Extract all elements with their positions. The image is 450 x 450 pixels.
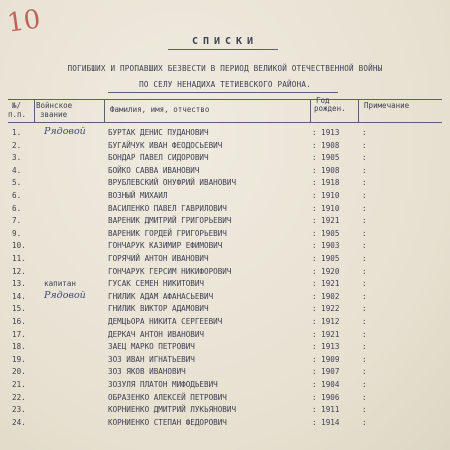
row-name: ОБРАЗЕНКО АЛЕКСЕЙ ПЕТРОВИЧ: [108, 392, 227, 402]
list-item: [0, 229, 450, 241]
row-birth-year: : 1914: [312, 417, 340, 427]
list-item: [0, 241, 450, 253]
column-divider-3: [310, 99, 311, 122]
row-note: :: [362, 165, 367, 175]
row-note: :: [362, 417, 367, 427]
handwritten-number: 10: [5, 4, 43, 39]
row-number: 9.: [12, 228, 22, 238]
row-birth-year: : 1913: [312, 342, 340, 352]
row-number: 11.: [12, 254, 26, 263]
row-number: 19.: [12, 354, 26, 364]
row-note: :: [362, 254, 367, 263]
column-divider-2: [104, 99, 105, 122]
row-name: ГУСАК СЕМЕН НИКИТОВИЧ: [108, 279, 205, 289]
row-number: 15.: [12, 304, 26, 314]
row-birth-year: : 1912: [312, 317, 340, 326]
row-birth-year: : 1905: [312, 228, 340, 238]
list-item: [0, 267, 450, 279]
row-number: 6.: [12, 191, 22, 200]
row-number: 4.: [12, 165, 22, 175]
row-name: ВРУБЛЕВСКИЙ ОНУФРИЙ ИВАНОВИЧ: [108, 178, 237, 188]
row-note: :: [362, 342, 367, 352]
row-birth-year: : 1918: [312, 178, 340, 188]
row-birth-year: : 1910: [312, 191, 340, 200]
row-birth-year: : 1907: [312, 367, 340, 377]
row-rank: капитан: [44, 279, 77, 289]
row-name: ЗАЕЦ МАРКО ПЕТРОВИЧ: [108, 342, 195, 352]
row-name: ЗОЗ ЯКОВ ИВАНОВИЧ: [108, 367, 186, 377]
row-birth-year: : 1911: [312, 405, 340, 415]
row-name: БУГАЙЧУК ИВАН ФЕОДОСЬЕВИЧ: [108, 140, 223, 150]
list-item: [0, 141, 450, 153]
list-item: [0, 254, 450, 266]
row-name: ВАСИЛЕНКО ПАВЕЛ ГАВРИЛОВИЧ: [108, 203, 227, 213]
row-note: :: [362, 153, 367, 163]
row-birth-year: : 1905: [312, 254, 340, 263]
list-item: [0, 418, 450, 430]
row-name: БОЙКО САВВА ИВАНОВИЧ: [108, 165, 200, 175]
row-birth-year: : 1906: [312, 392, 340, 402]
header-rank-2: звание: [40, 110, 68, 119]
list-item: [0, 330, 450, 342]
row-birth-year: : 1902: [312, 291, 340, 301]
row-note: :: [362, 228, 367, 238]
row-birth-year: : 1903: [312, 241, 340, 251]
row-name: КОРНИЕНКО СТЕПАН ФЕДОРОВИЧ: [108, 417, 227, 427]
row-note: :: [362, 241, 367, 251]
row-note: :: [362, 405, 367, 415]
header-num: №/: [12, 101, 22, 110]
list-item: [0, 342, 450, 354]
row-number: 14.: [12, 291, 26, 301]
row-number: 20.: [12, 367, 26, 377]
row-number: 5.: [12, 178, 22, 188]
row-name: ДЕРКАЧ АНТОН ИВАНОВИЧ: [108, 329, 205, 339]
row-name: ГОНЧАРУК ГЕРСИМ НИКИФОРОВИЧ: [108, 266, 232, 276]
header-num-2: п.п.: [8, 110, 27, 119]
row-birth-year: : 1905: [312, 153, 340, 163]
subtitle-line-1: ПОГИБШИХ И ПРОПАВШИХ БЕЗВЕСТИ В ПЕРИОД ВЕЛИКОЙ ОТЕЧЕСТВЕННОЙ ВОЙНЫ: [67, 64, 383, 73]
row-birth-year: : 1908: [312, 165, 340, 175]
row-name: ЗОЗ ИВАН ИГНАТЬЕВИЧ: [108, 354, 195, 364]
row-name: БУРТАК ДЕНИС ПУДАНОВИЧ: [108, 128, 209, 137]
row-note: :: [362, 329, 367, 339]
row-birth-year: : 1904: [312, 380, 340, 389]
row-note: :: [362, 178, 367, 188]
row-birth-year: : 1921: [312, 329, 340, 339]
header-bottom-rule: [8, 122, 442, 123]
row-birth-year: : 1921: [312, 216, 340, 226]
row-note: :: [362, 191, 367, 200]
row-number: 13.: [12, 279, 26, 289]
row-birth-year: : 1921: [312, 279, 340, 289]
row-name: ВАРЕНИК ДМИТРИЙ ГРИГОРЬЕВИЧ: [108, 216, 232, 226]
row-note: :: [362, 291, 367, 301]
row-number: 6.: [12, 203, 22, 213]
list-item: [0, 355, 450, 367]
header-name: Фамилия, имя, отчество: [110, 105, 210, 114]
row-name: БОНДАР ПАВЕЛ СИДОРОВИЧ: [108, 153, 209, 163]
row-birth-year: : 1908: [312, 140, 340, 150]
list-item: [0, 153, 450, 165]
list-item: [0, 405, 450, 417]
column-divider-4: [358, 99, 359, 122]
row-number: 21.: [12, 380, 26, 389]
document-title: СПИСКИ: [191, 36, 259, 47]
list-item: [0, 393, 450, 405]
row-note: :: [362, 128, 367, 137]
row-number: 7.: [12, 216, 22, 226]
row-name: ГНИЛИК АДАМ АФАНАСЬЕВИЧ: [108, 291, 214, 301]
list-item: [0, 289, 450, 304]
list-item: [0, 317, 450, 329]
header-year-2: рожден.: [314, 104, 346, 113]
column-divider-1: [34, 99, 35, 122]
row-note: :: [362, 367, 367, 377]
row-number: 3.: [12, 153, 22, 163]
row-number: 18.: [12, 342, 26, 352]
row-note: :: [362, 392, 367, 402]
row-note: :: [362, 354, 367, 364]
list-item: [0, 216, 450, 228]
row-birth-year: : 1910: [312, 203, 340, 213]
row-name: ГНИЛИК ВИКТОР АДАМОВИЧ: [108, 304, 209, 314]
row-note: :: [362, 266, 367, 276]
row-number: 24.: [12, 417, 26, 427]
list-item: [0, 204, 450, 216]
row-birth-year: : 1922: [312, 304, 340, 314]
row-number: 10.: [12, 241, 26, 251]
row-name: ВАРЕНИК ГОРДЕЙ ГРИГОРЬЕВИЧ: [108, 228, 227, 238]
row-birth-year: : 1909: [312, 354, 340, 364]
row-note: :: [362, 140, 367, 150]
header-top-rule: [8, 99, 442, 100]
subtitle-underline: [108, 92, 338, 93]
row-number: 16.: [12, 317, 26, 326]
list-item: [0, 128, 450, 140]
row-name: ГОРЯЧИЙ АНТОН ИВАНОВИЧ: [108, 254, 209, 263]
header-note: Примечание: [364, 101, 410, 110]
row-note: :: [362, 380, 367, 389]
header-rank: Войнское: [36, 101, 73, 110]
row-number: 12.: [12, 266, 26, 276]
row-number: 17.: [12, 329, 26, 339]
row-number: 1.: [12, 128, 22, 137]
list-item: [0, 178, 450, 190]
row-number: 22.: [12, 392, 26, 402]
row-name: ДЕМЦЬОРА НИКИТА СЕРГЕЕВИЧ: [108, 317, 223, 326]
header-year: Год: [316, 96, 330, 105]
list-item: [0, 304, 450, 316]
title-underline: [168, 49, 278, 50]
row-note: :: [362, 203, 367, 213]
row-note: :: [362, 216, 367, 226]
row-number: 23.: [12, 405, 26, 415]
row-note: :: [362, 279, 367, 289]
row-name: ГОНЧАРУК КАЗИМИР ЕФИМОВИЧ: [108, 241, 223, 251]
row-birth-year: : 1920: [312, 266, 340, 276]
row-name: КОРНИЕНКО ДМИТРИЙ ЛУКЬЯНОВИЧ: [108, 405, 237, 415]
row-rank: Рядовой: [44, 126, 86, 137]
list-item: [0, 367, 450, 379]
list-item: [0, 166, 450, 178]
row-number: 2.: [12, 140, 22, 150]
subtitle-line-2: ПО СЕЛУ НЕНАДИХА ТЕТИЕВСКОГО РАЙОНА.: [139, 80, 311, 89]
list-item: [0, 191, 450, 203]
row-note: :: [362, 317, 367, 326]
row-name: ВОЗНЫЙ МИХАИЛ: [108, 191, 168, 200]
row-name: ЗОЗУЛЯ ПЛАТОН МИФОДЬЕВИЧ: [108, 380, 218, 389]
row-note: :: [362, 304, 367, 314]
row-birth-year: : 1913: [312, 128, 340, 137]
list-item: [0, 380, 450, 392]
row-rank: Рядовой: [44, 289, 86, 301]
